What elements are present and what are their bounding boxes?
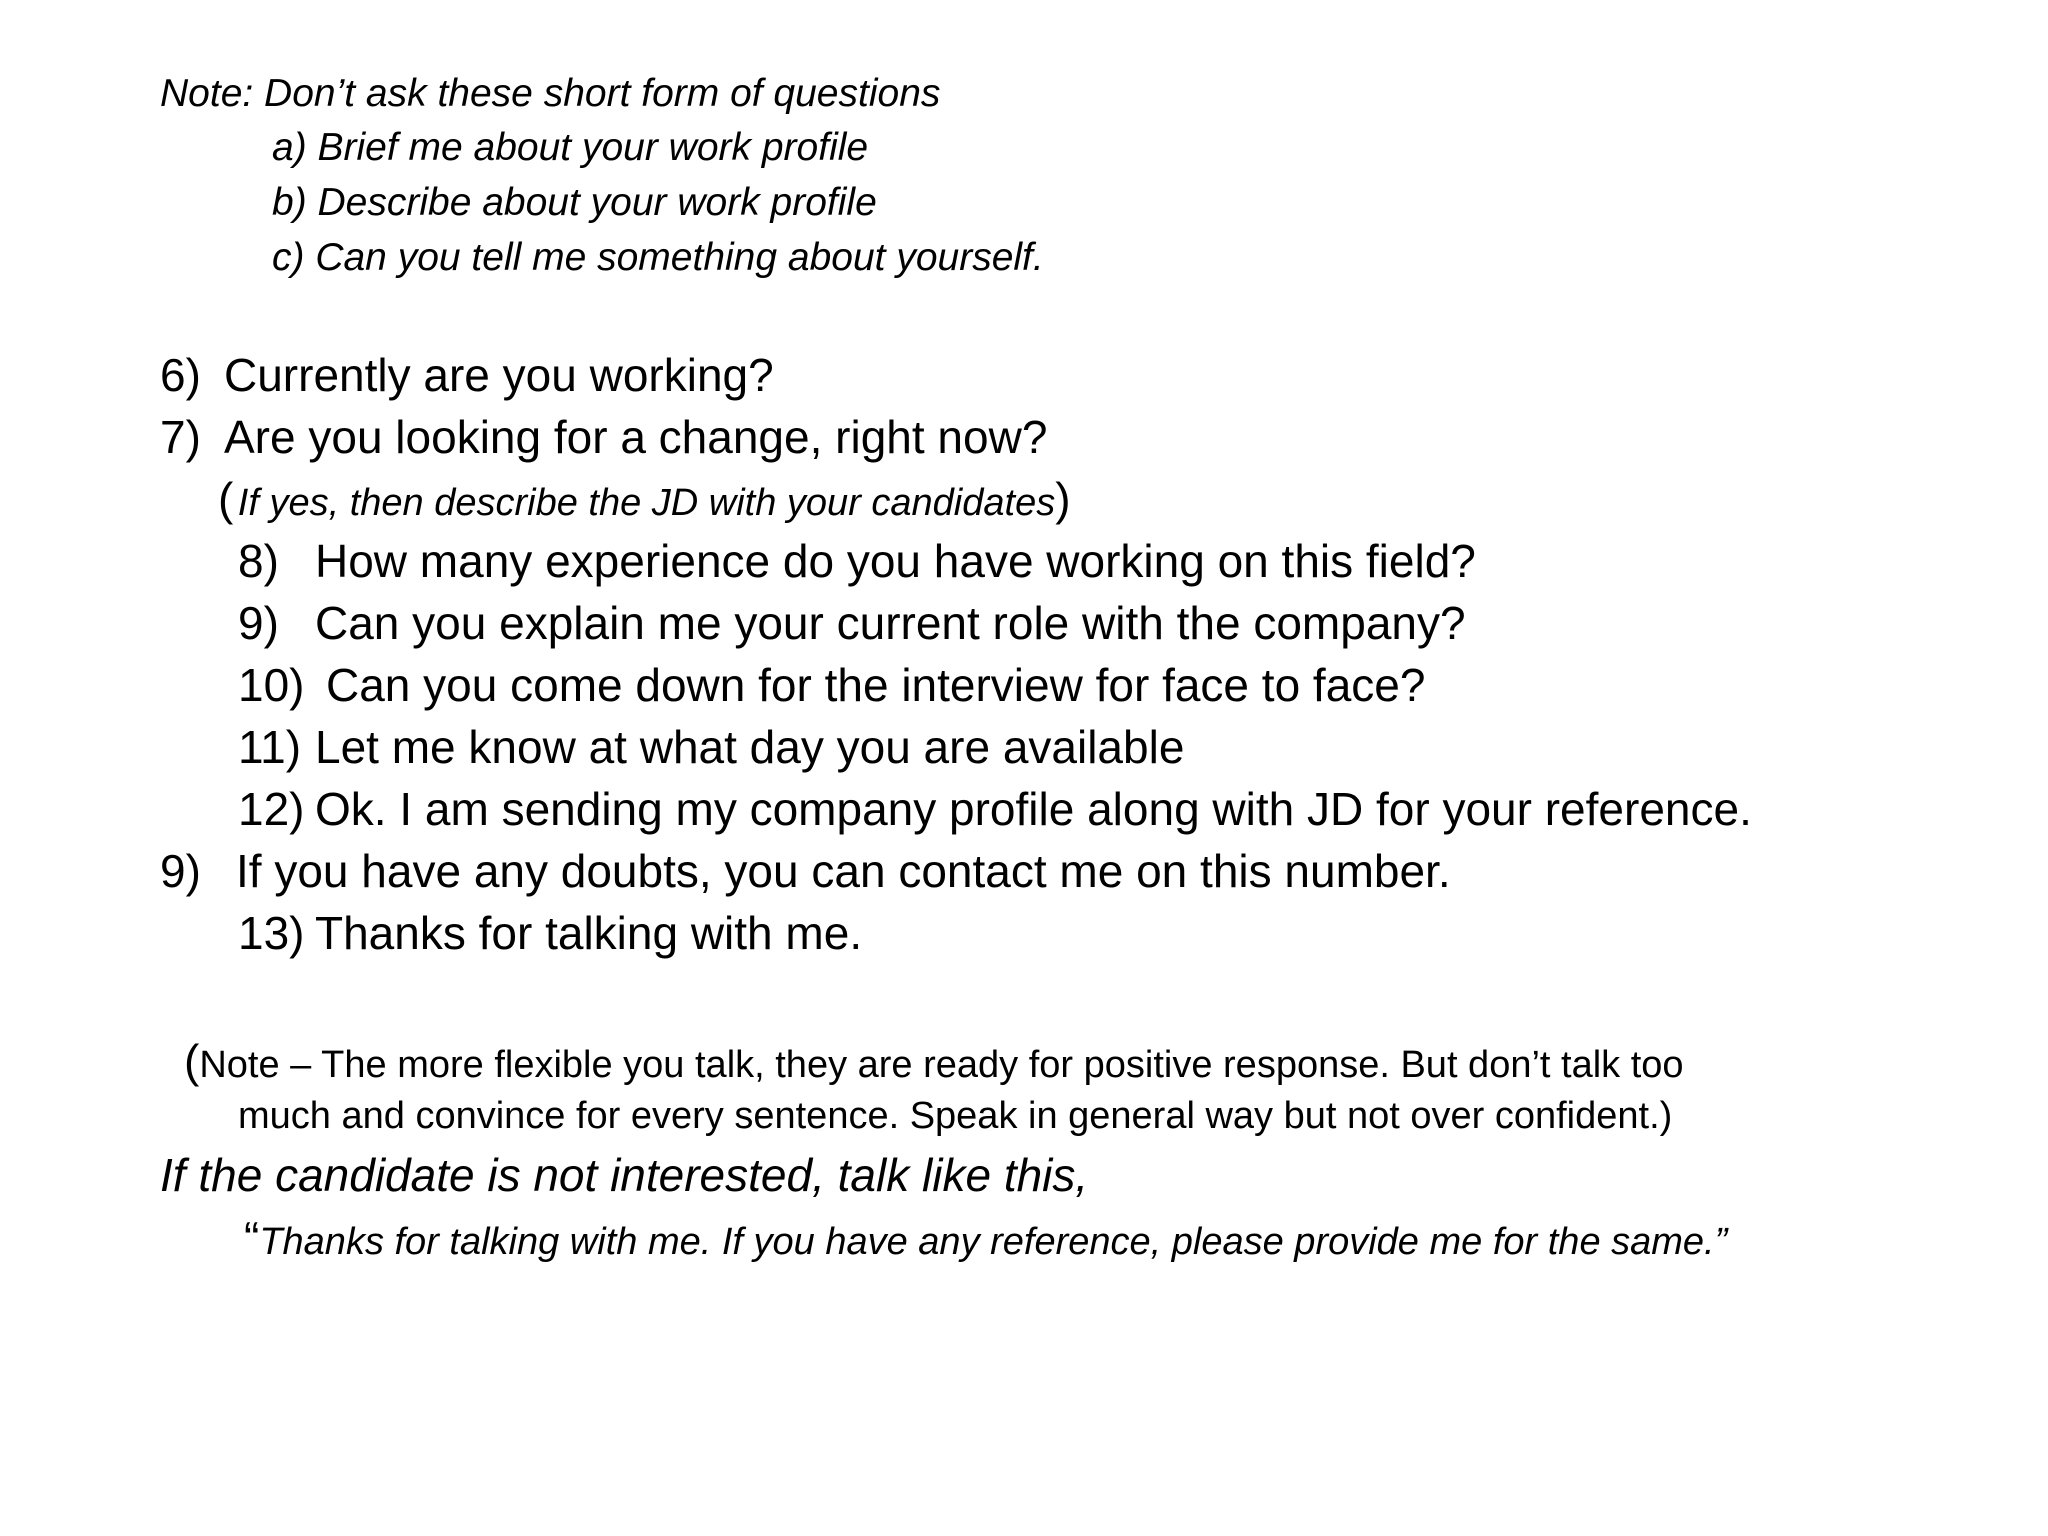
- general-note-line-2: much and convince for every sentence. Speak in general way but not over confident.): [238, 1095, 1673, 1137]
- question-number: 9): [238, 597, 279, 649]
- question-text: Ok. I am sending my company profile along with JD for your reference.: [315, 783, 1752, 835]
- question-number: 9): [160, 845, 201, 897]
- question-text: Can you explain me your current role with the company?: [315, 597, 1466, 649]
- question-number: 10): [238, 659, 305, 711]
- question-10: [238, 659, 1426, 711]
- question-text: Are you looking for a change, right now?: [224, 411, 1048, 463]
- question-number: 7): [160, 411, 201, 463]
- question-8: [238, 535, 1476, 587]
- question-text: Let me know at what day you are available: [315, 721, 1185, 773]
- jd-note-close-paren: ): [1055, 473, 1071, 525]
- not-interested-quote: [244, 1212, 1728, 1264]
- question-number: 6): [160, 349, 201, 401]
- question-text: Can you come down for the interview for face to face?: [326, 659, 1426, 711]
- general-note-line-1: [184, 1035, 1684, 1087]
- quote-text: Thanks for talking with me. If you have any reference, please provide me for the same.”: [259, 1221, 1728, 1263]
- question-11: [238, 721, 1185, 773]
- question-6: [160, 349, 774, 401]
- question-13: [238, 907, 863, 959]
- question-9: [238, 597, 1466, 649]
- question-number: 12): [238, 783, 305, 835]
- question-12: [238, 783, 1752, 835]
- question-number: 11): [238, 721, 302, 773]
- question-9-contact: [160, 845, 1451, 897]
- question-text: Currently are you working?: [224, 349, 774, 401]
- question-number: 13): [238, 907, 305, 959]
- open-quote-mark: “: [244, 1212, 260, 1264]
- not-interested-heading: If the candidate is not interested, talk like this,: [160, 1149, 1089, 1201]
- question-text: How many experience do you have working on this field?: [315, 535, 1476, 587]
- question-number: 8): [238, 535, 279, 587]
- question-7: [160, 411, 1048, 463]
- note-title: Note: Don’t ask these short form of questions: [160, 72, 941, 115]
- jd-note-open-paren: (: [218, 473, 234, 525]
- jd-note-text: If yes, then describe the JD with your candidates: [237, 482, 1056, 524]
- question-text: If you have any doubts, you can contact me on this number.: [236, 845, 1451, 897]
- note-item-a: a) Brief me about your work profile: [272, 126, 869, 169]
- jd-note: [218, 473, 1071, 525]
- general-note-text-1: Note – The more flexible you talk, they are ready for positive response. But don’t talk too: [199, 1044, 1684, 1086]
- note-item-b: b) Describe about your work profile: [272, 181, 877, 224]
- general-note-open-paren: (: [184, 1035, 200, 1087]
- question-text: Thanks for talking with me.: [315, 907, 863, 959]
- note-item-c: c) Can you tell me something about yourself.: [272, 236, 1044, 279]
